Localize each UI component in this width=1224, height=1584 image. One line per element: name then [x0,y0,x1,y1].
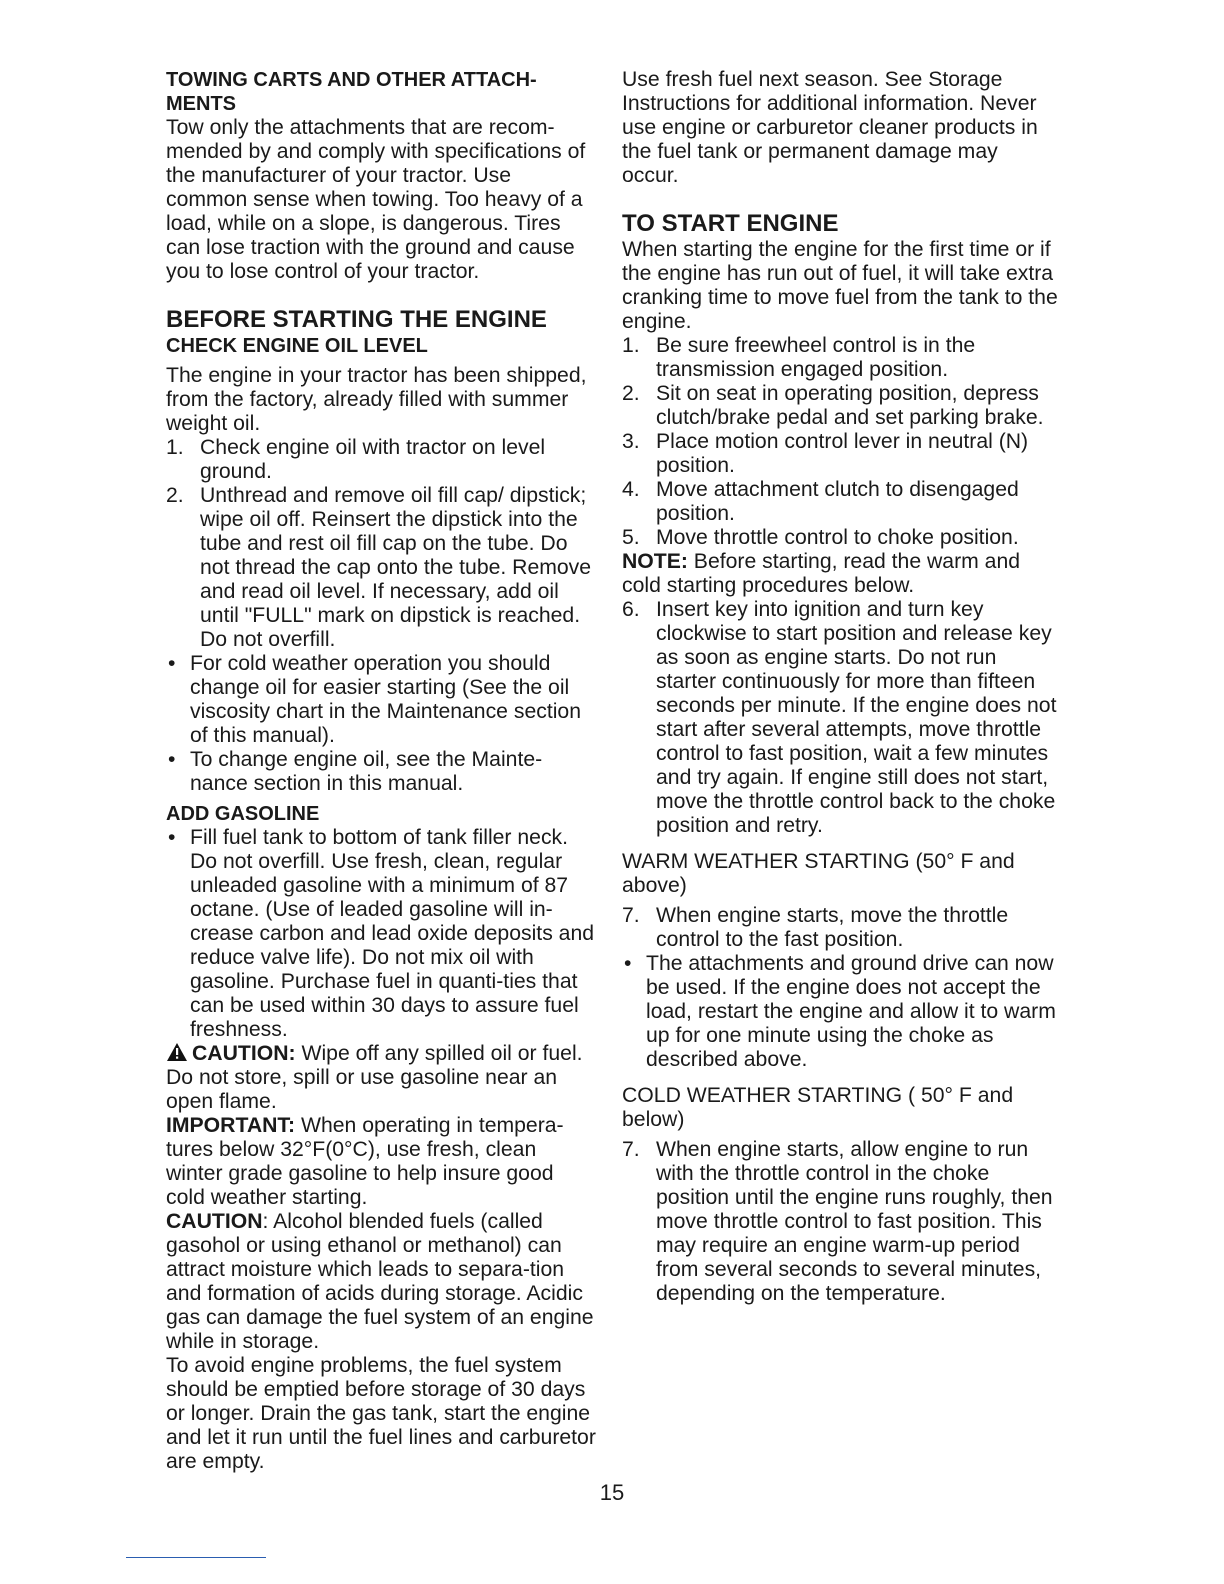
caution-alcohol-fuels [166,1210,598,1354]
step-text: Place motion control lever in neutral (N) position. [656,430,1029,477]
caution-text: : Alcohol blended fuels (called gasohol or using ethanol or methanol) can attract moisture which leads to separa-tion and formation of acids during storage. Acidic gas can damage the fuel system of an engine while in storage. [166,1210,594,1353]
step-text: Unthread and remove oil fill cap/ dipstick; wipe oil off. Reinsert the dipstick into the tube and rest oil fill cap on the tube. Do not thread the cap onto the tube. Remove and read oil level. If necessary, add oil until "FULL" mark on dipstick is reached. Do not overfill. [200,484,592,651]
add-gasoline-heading: ADD GASOLINE [166,803,320,825]
bullet-text: For cold weather operation you should change oil for easier starting (See the oil viscosity chart in the Maintenance section of this manual). [190,652,581,747]
step-number: 2. [166,484,184,507]
step-text: Move throttle control to choke position. [656,526,1019,549]
step-number: 4. [622,478,640,501]
check-oil-heading: CHECK ENGINE OIL LEVEL [166,335,428,357]
step-text: When engine starts, allow engine to run with the throttle control in the choke position until the engine runs roughly, then move throttle control to fast position. This may require an engine warm-up period from several seconds to several minutes, depending on the temperature. [656,1138,1053,1305]
step-number: 5. [622,526,640,549]
step-number: 7. [622,904,640,927]
start-step-6 [622,598,1058,838]
step-number: 2. [622,382,640,405]
step-number: 7. [622,1138,640,1161]
oil-intro: The engine in your tractor has been shipped, from the factory, already filled with summer weight oil. [166,364,587,435]
gasoline-bullet [166,826,598,1042]
caution-label: CAUTION [166,1210,263,1233]
important-label: IMPORTANT: [166,1114,296,1137]
start-step-1 [622,334,1058,382]
right-column [622,68,1058,1306]
note-text: Before starting, read the warm and cold starting procedures below. [622,550,1021,597]
oil-step-1 [166,436,598,484]
to-start-engine-heading: TO START ENGINE [622,210,839,237]
note [622,550,1058,598]
cold-step-7 [622,1138,1058,1306]
oil-step-2 [166,484,598,652]
bullet-text: To change engine oil, see the Mainte-nance section in this manual. [190,748,543,795]
step-number: 3. [622,430,640,453]
bottom-rule [126,1557,266,1558]
important-text: When operating in tempera-tures below 32°F(0°C), use fresh, clean winter grade gasoline to help insure good cold weather starting. [166,1114,564,1209]
caution-label: CAUTION: [192,1042,296,1065]
start-step-4 [622,478,1058,526]
bullet-dot: • [168,748,176,771]
towing-heading: TOWING CARTS AND OTHER ATTACH-MENTS [166,69,537,115]
bullet-dot: • [624,952,632,975]
bullet-text: Fill fuel tank to bottom of tank filler neck. Do not overfill. Use fresh, clean, regular unleaded gasoline with a minimum of 87 octane. (Use of leaded gasoline will in-crease carbon and lead oxide deposits and reduce valve life). Do not mix oil with gasoline. Purchase fuel in quanti-ties that can be used within 30 days to assure fuel freshness. [190,826,595,1041]
caution-spilled-oil [166,1042,598,1114]
oil-bullet-1 [166,652,598,748]
warm-weather-heading: WARM WEATHER STARTING (50° F and above) [622,850,1015,897]
start-step-2 [622,382,1058,430]
warm-bullet [622,952,1058,1072]
fresh-fuel-text: Use fresh fuel next season. See Storage Instructions for additional information. Never use engine or carburetor cleaner products in the fuel tank or permanent damage may occur. [622,68,1038,187]
start-step-3 [622,430,1058,478]
bullet-dot: • [168,652,176,675]
note-label: NOTE: [622,550,688,573]
start-step-5 [622,526,1058,550]
step-text: When engine starts, move the throttle control to the fast position. [656,904,1009,951]
before-starting-heading: BEFORE STARTING THE ENGINE [166,306,547,333]
start-intro: When starting the engine for the first time or if the engine has run out of fuel, it will take extra cranking time to move fuel from the tank to the engine. [622,238,1058,333]
bullet-text: The attachments and ground drive can now be used. If the engine does not accept the load, restart the engine and allow it to warm up for one minute using the choke as described above. [646,952,1056,1071]
step-number: 1. [622,334,640,357]
avoid-engine-problems: To avoid engine problems, the fuel system should be emptied before storage of 30 days or longer. Drain the gas tank, start the engine and let it run until the fuel lines and carburetor are empty. [166,1354,596,1473]
page-number: 15 [599,1480,625,1505]
bullet-dot: • [168,826,176,849]
step-text: Be sure freewheel control is in the transmission engaged position. [656,334,976,381]
warm-step-7 [622,904,1058,952]
towing-body: Tow only the attachments that are recom-mended by and comply with specifications of the manufacturer of your tractor. Use common sense when towing. Too heavy of a load, while on a slope, is dangerous. Tires can lose traction with the ground and cause you to lose control of your tractor. [166,116,586,283]
left-column [166,68,598,1474]
step-number: 6. [622,598,640,621]
oil-bullet-2 [166,748,598,796]
step-number: 1. [166,436,184,459]
step-text: Move attachment clutch to disengaged position. [656,478,1019,525]
caution-text: Wipe off any spilled oil or fuel. Do not store, spill or use gasoline near an open flame. [166,1042,583,1113]
important-note [166,1114,598,1210]
step-text: Sit on seat in operating position, depress clutch/brake pedal and set parking brake. [656,382,1044,429]
warning-triangle-icon [166,1042,188,1062]
step-text: Check engine oil with tractor on level ground. [200,436,546,483]
step-text: Insert key into ignition and turn key clockwise to start position and release key as soon as engine starts. Do not run starter continuously for more than fifteen seconds per minute. If the engine does not start after several attempts, move throttle control to fast position, wait a few minutes and try again. If engine still does not start, move the throttle control back to the choke position and retry. [656,598,1057,837]
cold-weather-heading: COLD WEATHER STARTING ( 50° F and below) [622,1084,1014,1131]
